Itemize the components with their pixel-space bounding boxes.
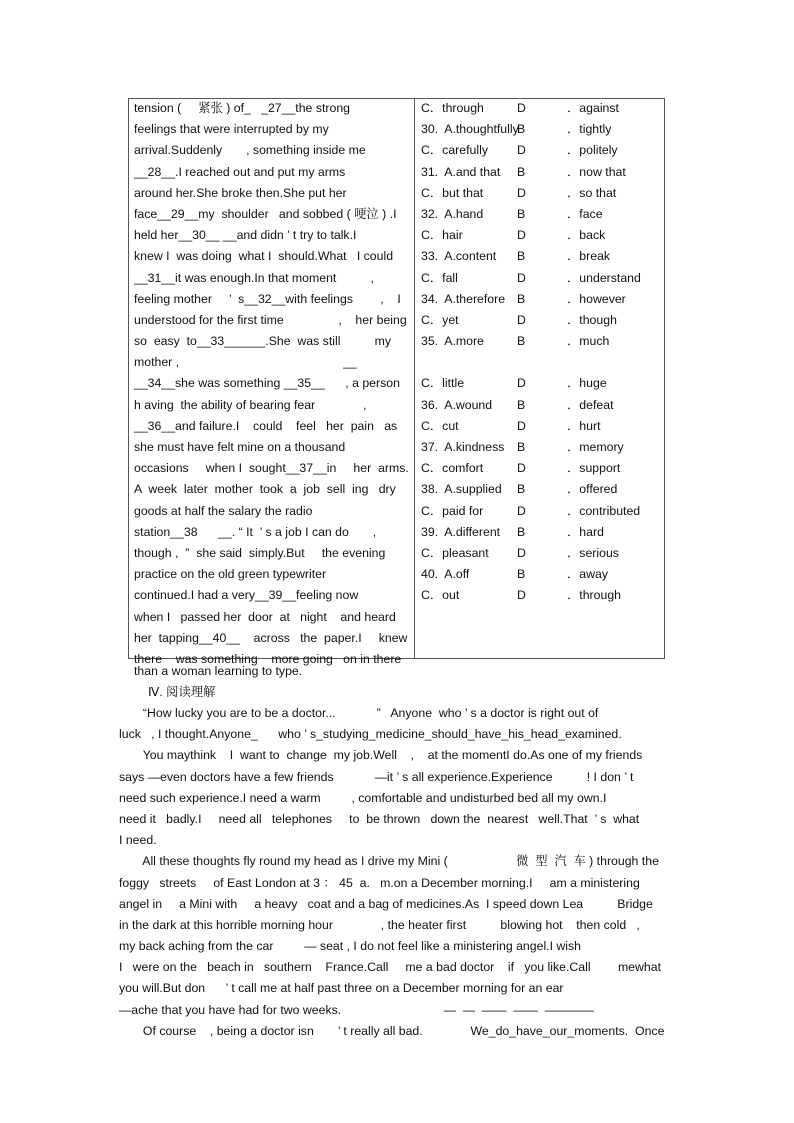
- passage-line: held her__30__ __and didn ’ t try to talk.I: [134, 228, 357, 243]
- passage-line: feeling mother ’ s__32__with feelings , I: [134, 291, 401, 306]
- reading-line: I were on the beach in southern France.Call me a bad doctor if you like.Call mewhat: [119, 960, 661, 975]
- option-text: ．however: [567, 291, 626, 306]
- option-row: [421, 395, 661, 416]
- passage-line: though , ” she said simply.But the evening: [134, 545, 386, 560]
- reading-passage: [119, 703, 679, 1042]
- option-row: [421, 331, 661, 352]
- passage-line: goods at half the salary the radio: [134, 503, 313, 518]
- option-row: [421, 522, 661, 543]
- option-text: 35. A.more: [421, 334, 484, 349]
- option-letter: B: [517, 482, 526, 497]
- passage-line: occasions when I sought__37__in her arms.: [134, 461, 409, 476]
- option-letter: D: [517, 185, 526, 200]
- option-letter: D: [517, 461, 526, 476]
- option-text: C．paid for: [421, 503, 484, 518]
- passage-line: she must have felt mine on a thousand: [134, 440, 346, 454]
- option-letter: D: [517, 418, 526, 433]
- option-text: ．tightly: [567, 122, 612, 137]
- passage-line: __31__it was enough.In that moment ,: [134, 270, 374, 285]
- option-text: ．so that: [567, 185, 617, 200]
- option-row: [421, 183, 661, 204]
- option-letter: B: [517, 397, 526, 412]
- reading-line: need such experience.I need a warm , comfortable and undisturbed bed all my own.I: [119, 790, 607, 805]
- option-row: [421, 585, 661, 606]
- option-text: C．little: [421, 376, 465, 391]
- passage-line: practice on the old green typewriter: [134, 567, 327, 582]
- passage-line: A week later mother took a job sell ing dry: [134, 482, 396, 497]
- option-letter: D: [517, 101, 526, 115]
- passage-line: __34__she was something __35__ , a person: [134, 376, 400, 391]
- option-letter: D: [517, 270, 526, 285]
- passage-line: understood for the first time , her being: [134, 312, 407, 327]
- option-text: 38. A.supplied: [421, 482, 502, 497]
- reading-line: foggy streets of East London at 3 ： 45 a. m.on a December morning.I am a ministering: [119, 875, 640, 890]
- reading-line: You maythink I want to change my job.Well , at the momentI do.As one of my friends: [119, 748, 643, 763]
- reading-line: my back aching from the car — seat , I do not feel like a ministering angel.I wish: [119, 939, 582, 954]
- option-text: C．but that: [421, 185, 484, 200]
- option-letter: D: [517, 376, 526, 391]
- option-text: ．serious: [567, 545, 619, 560]
- option-letter: B: [517, 206, 526, 221]
- reading-line: All these thoughts fly round my head as I drive my Mini ( 微 型 汽 车 ) through the: [119, 854, 659, 869]
- option-row: [421, 416, 661, 437]
- reading-line: “How lucky you are to be a doctor... ” Anyone who ’ s a doctor is right out of: [119, 706, 599, 720]
- cloze-passage-end: than a woman learning to type.: [134, 664, 303, 678]
- option-letter: D: [517, 312, 526, 327]
- passage-line: continued.I had a very__39__feeling now: [134, 588, 359, 603]
- option-letter: D: [517, 545, 526, 560]
- option-text: C．fall: [421, 270, 458, 285]
- option-text: ．against: [567, 101, 619, 115]
- option-row: [421, 225, 661, 246]
- option-row: [421, 479, 661, 500]
- option-row: [421, 98, 661, 119]
- option-text: ．support: [567, 461, 621, 476]
- reading-line: luck , I thought.Anyone_ who ’ s_studying_medicine_should_have_his_head_examined.: [119, 727, 622, 742]
- option-letter: B: [517, 567, 526, 582]
- passage-line: so easy to__33______.She was still my: [134, 334, 392, 349]
- option-text: 34. A.therefore: [421, 291, 506, 306]
- passage-line: __28__.I reached out and put my arms: [134, 164, 346, 179]
- option-letter: B: [517, 164, 526, 179]
- option-text: ．hurt: [567, 418, 601, 433]
- option-text: 39. A.different: [421, 524, 501, 539]
- option-row: [421, 140, 661, 161]
- option-text: C．through: [421, 101, 484, 115]
- option-text: ．much: [567, 334, 610, 349]
- option-text: ．back: [567, 228, 606, 243]
- option-text: ．contributed: [567, 503, 641, 518]
- option-row: [421, 204, 661, 225]
- option-letter: D: [517, 143, 526, 158]
- option-letter: D: [517, 228, 526, 243]
- reading-line: I need.: [119, 833, 157, 848]
- option-text: ．politely: [567, 143, 618, 158]
- option-text: ．though: [567, 312, 617, 327]
- option-row: [421, 119, 661, 140]
- reading-line: says —even doctors have a few friends —it ’ s all experience.Experience ! I don ’ t: [119, 769, 634, 784]
- option-text: ．now that: [567, 164, 626, 179]
- option-row: [421, 289, 661, 310]
- option-text: ．offered: [567, 482, 618, 497]
- option-letter: D: [517, 503, 526, 518]
- option-row: [421, 352, 661, 373]
- passage-line: __36__and failure.I could feel her pain as: [134, 418, 398, 433]
- option-letter: B: [517, 291, 526, 306]
- option-text: ．hard: [567, 524, 604, 539]
- option-text: C．yet: [421, 312, 459, 327]
- option-text: ．break: [567, 249, 611, 264]
- option-text: C．carefully: [421, 143, 488, 158]
- passage-line: her tapping__40__ across the paper.I knew: [134, 630, 408, 645]
- option-text: C．comfort: [421, 461, 484, 476]
- option-letter: B: [517, 334, 526, 349]
- option-row: [421, 268, 661, 289]
- option-text: ．huge: [567, 376, 607, 391]
- option-text: 37. A.kindness: [421, 440, 505, 454]
- passage-line: station__38 __. “ It ’ s a job I can do ,: [134, 524, 377, 539]
- option-row: [421, 501, 661, 522]
- option-text: C．out: [421, 588, 460, 603]
- table-divider: [414, 98, 415, 659]
- option-row: [421, 373, 661, 394]
- option-letter: B: [517, 524, 526, 539]
- option-row: [421, 458, 661, 479]
- reading-line: —ache that you have had for two weeks. — — —— —— ————: [119, 1002, 594, 1017]
- option-row: [421, 543, 661, 564]
- option-text: C．cut: [421, 418, 459, 433]
- passage-line: arrival.Suddenly , something inside me: [134, 143, 366, 158]
- option-row: [421, 437, 661, 458]
- option-text: ．defeat: [567, 397, 614, 412]
- option-letter: B: [517, 122, 526, 137]
- option-text: 40. A.off: [421, 567, 470, 582]
- passage-line: when I passed her door at night and heard: [134, 609, 396, 624]
- option-text: 36. A.wound: [421, 397, 493, 412]
- option-text: 31. A.and that: [421, 164, 501, 179]
- option-text: C．hair: [421, 228, 463, 243]
- option-text: 33. A.content: [421, 249, 497, 264]
- option-letter: D: [517, 588, 526, 603]
- passage-line: feelings that were interrupted by my: [134, 122, 329, 137]
- option-row: [421, 310, 661, 331]
- passage-line: mother , __: [134, 355, 357, 370]
- section-heading: Ⅳ. 阅读理解: [148, 685, 216, 699]
- option-row: [421, 246, 661, 267]
- option-text: 30. A.thoughtfully: [421, 122, 519, 137]
- passage-line: face__29__my shoulder and sobbed ( 哽泣 ) .I: [134, 206, 397, 221]
- option-text: ．understand: [567, 270, 641, 285]
- reading-line: angel in a Mini with a heavy coat and a bag of medicines.As I speed down Lea Bridge: [119, 896, 653, 911]
- reading-line: Of course , being a doctor isn ’ t really all bad. We_do_have_our_moments. Once: [119, 1023, 665, 1038]
- option-text: ．face: [567, 206, 603, 221]
- passage-line: knew I was doing what I should.What I could: [134, 249, 394, 264]
- cloze-passage-column: [134, 98, 410, 670]
- option-row: [421, 162, 661, 183]
- passage-line: h aving the ability of bearing fear ,: [134, 397, 367, 412]
- option-text: ．away: [567, 567, 609, 582]
- reading-line: in the dark at this horrible morning hour , the heater first blowing hot then cold ,: [119, 917, 640, 932]
- passage-line: tension ( 紧张 ) of_ _27__the strong: [134, 101, 350, 115]
- reading-line: you will.But don ’ t call me at half past three on a December morning for an ear: [119, 981, 564, 996]
- option-text: 32. A.hand: [421, 206, 484, 221]
- option-row: [421, 564, 661, 585]
- option-text: ．memory: [567, 440, 624, 454]
- option-letter: B: [517, 440, 526, 454]
- option-letter: B: [517, 249, 526, 264]
- option-text: C．pleasant: [421, 545, 489, 560]
- option-text: ．through: [567, 588, 622, 603]
- passage-line: there was something more going on in there: [134, 651, 402, 666]
- reading-line: need it badly.I need all telephones to be thrown down the nearest well.That ’ s what: [119, 811, 640, 826]
- cloze-options-column: [421, 98, 661, 607]
- passage-line: around her.She broke then.She put her: [134, 185, 347, 200]
